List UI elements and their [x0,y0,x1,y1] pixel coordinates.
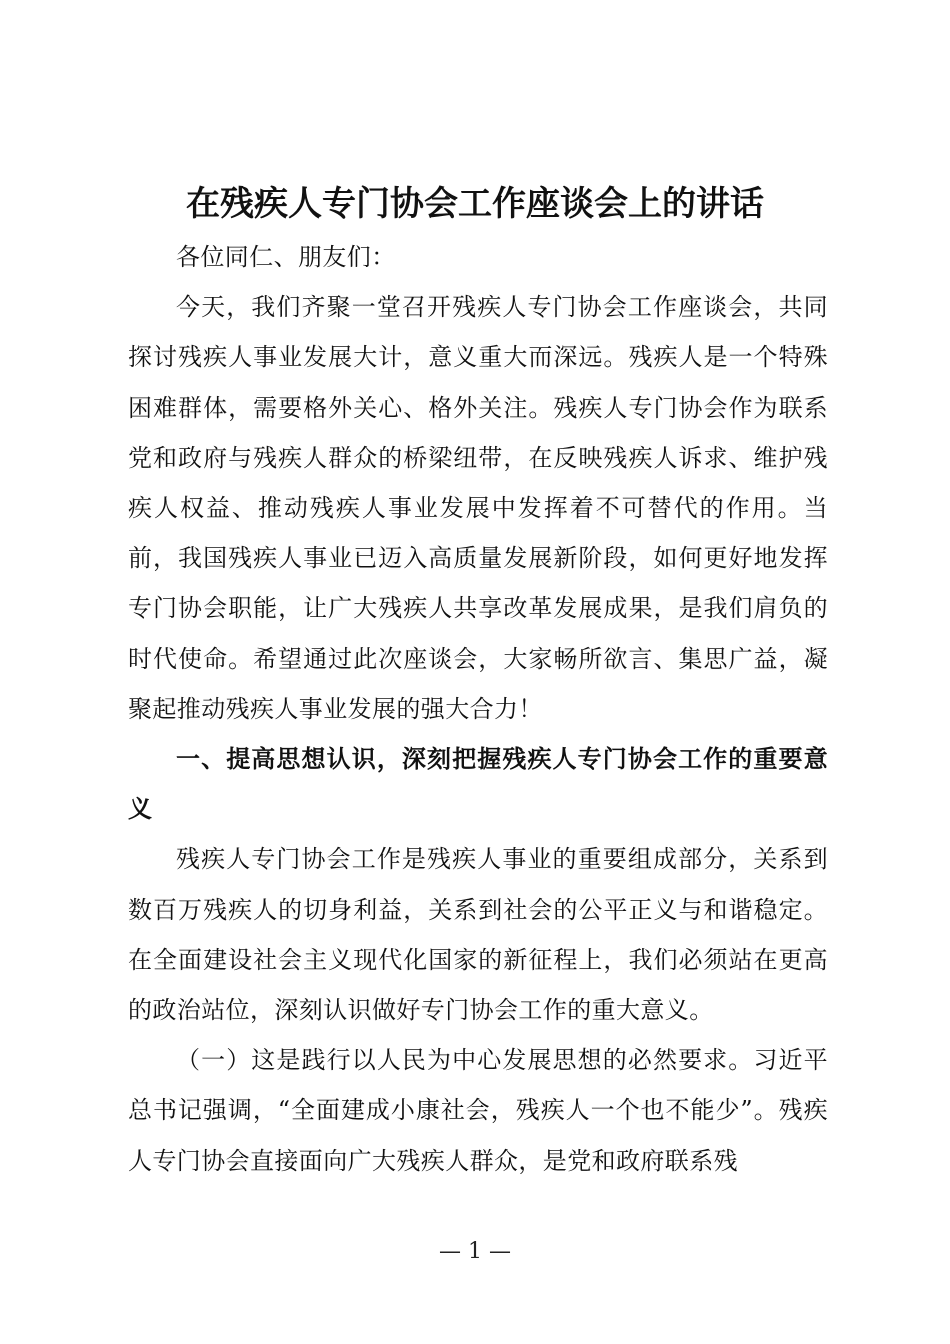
salutation: 各位同仁、朋友们： [176,243,396,271]
section-1-paragraph: 残疾人专门协会工作是残疾人事业的重要组成部分，关系到数百万残疾人的切身利益，关系到社会的公平正义与和谐稳定。在全面建设社会主义现代化国家的新征程上，我们必须站在更高的政治站位，深刻认识做好专门协会工作的重大意义。 [128,845,828,1025]
page-number: — 1 — [439,1239,511,1264]
document-body [128,232,828,1186]
document-title: 在残疾人专门协会工作座谈会上的讲话 [186,184,764,224]
subsection-1-paragraph: （一）这是践行以人民为中心发展思想的必然要求。习近平总书记强调，“全面建成小康社会，残疾人一个也不能少”。残疾人专门协会直接面向广大残疾人群众，是党和政府联系残 [128,1046,828,1175]
section-heading-1: 一、提高思想认识，深刻把握残疾人专门协会工作的重要意义 [128,745,828,824]
opening-paragraph: 今天，我们齐聚一堂召开残疾人专门协会工作座谈会，共同探讨残疾人事业发展大计，意义重大而深远。残疾人是一个特殊困难群体，需要格外关心、格外关注。残疾人专门协会作为联系党和政府与残疾人群众的桥梁纽带，在反映残疾人诉求、维护残疾人权益、推动残疾人事业发展中发挥着不可替代的作用。当前，我国残疾人事业已迈入高质量发展新阶段，如何更好地发挥专门协会职能，让广大残疾人共享改革发展成果，是我们肩负的时代使命。希望通过此次座谈会，大家畅所欲言、集思广益，凝聚起推动残疾人事业发展的强大合力！ [128,293,828,723]
